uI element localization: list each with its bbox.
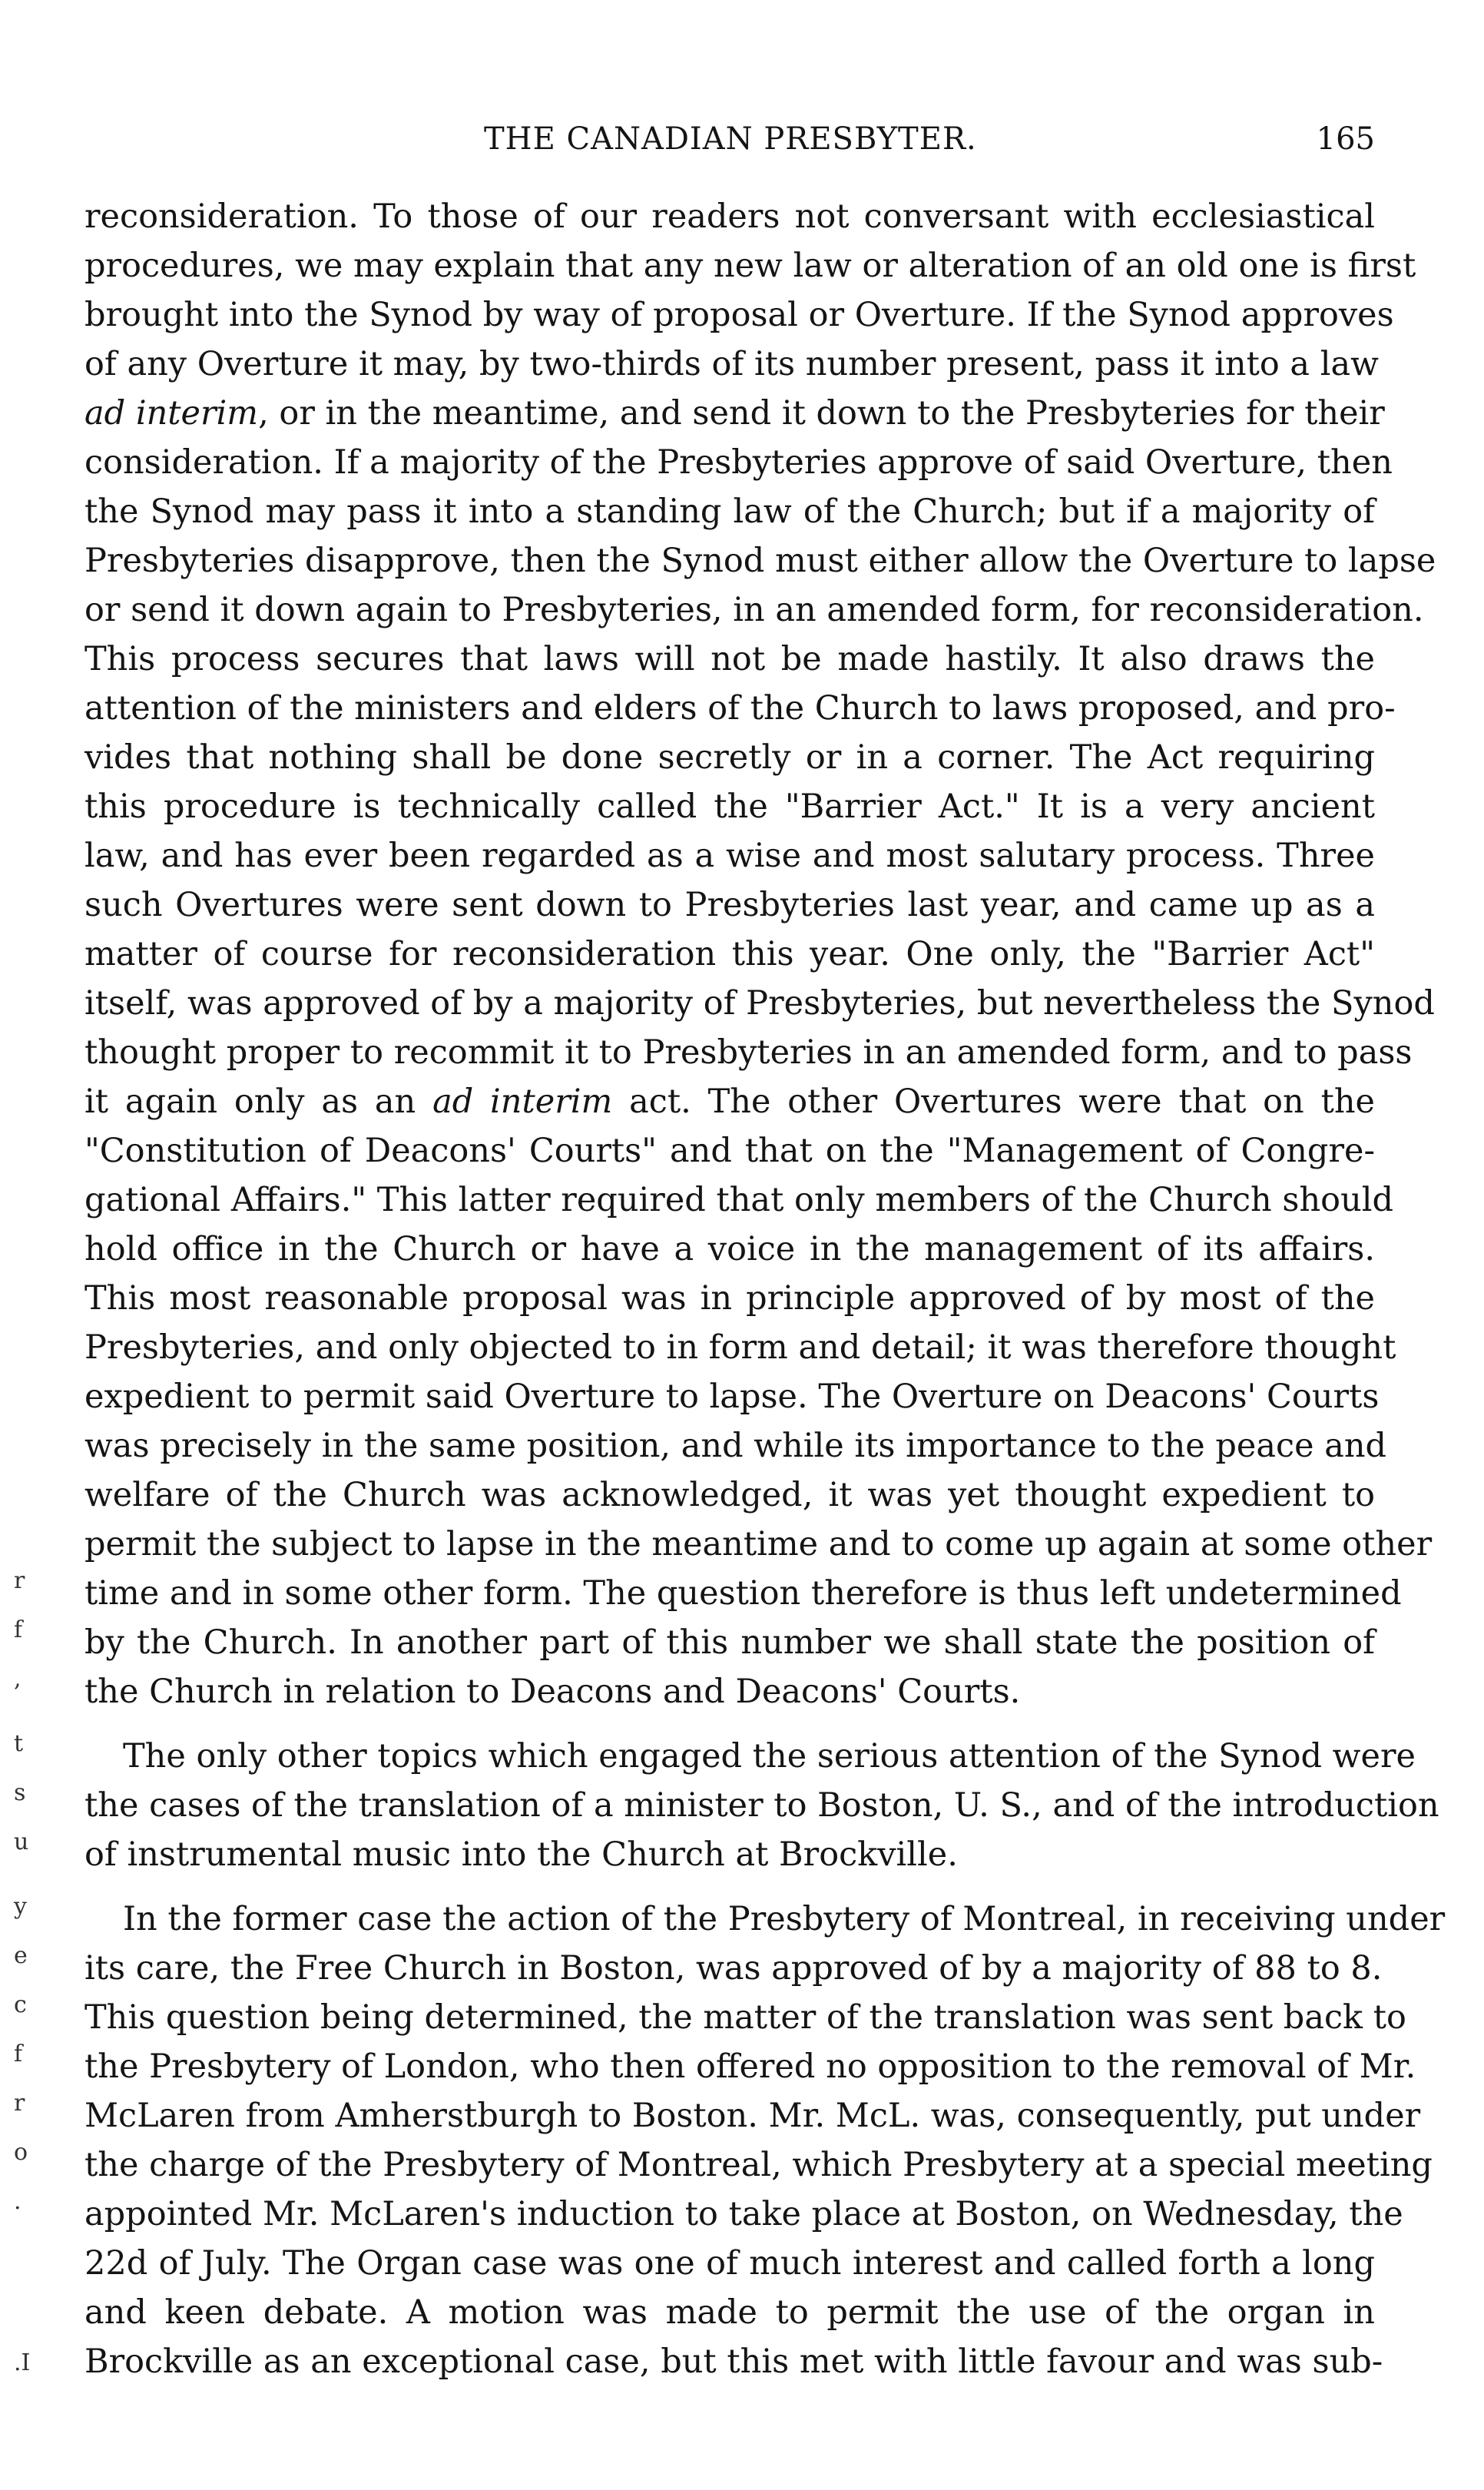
text-line: vides that nothing shall be done secretly or in a corner. The Act requiring xyxy=(84,738,1375,777)
text-line: of instrumental music into the Church at Brockville. xyxy=(84,1835,958,1874)
margin-mark: s xyxy=(14,1779,26,1806)
text-line: 22d of July. The Organ case was one of much interest and called forth a long xyxy=(84,2244,1375,2283)
margin-mark: u xyxy=(14,1829,29,1855)
margin-mark: , xyxy=(14,1666,22,1693)
text-line: consideration. If a majority of the Presbyteries approve of said Overture, then xyxy=(84,443,1393,482)
body-text xyxy=(84,192,1446,2386)
text-line: of any Overture it may, by two-thirds of its number present, pass it into a law xyxy=(84,345,1379,383)
margin-mark: c xyxy=(14,1991,27,2018)
text-line: or send it down again to Presbyteries, in an amended form, for reconsideration. xyxy=(84,591,1424,629)
margin-mark: r xyxy=(14,2090,25,2117)
text-line: reconsideration. To those of our readers not conversant with ecclesiastical xyxy=(84,197,1375,236)
paragraph xyxy=(84,1732,1439,1879)
margin-mark: f xyxy=(14,1616,23,1643)
text-line: hold office in the Church or have a voice in the management of its affairs. xyxy=(84,1230,1375,1268)
text-line: In the former case the action of the Presbytery of Montreal, in receiving under xyxy=(123,1900,1446,1938)
text-line: the Synod may pass it into a standing law of the Church; but if a majority of xyxy=(84,492,1375,531)
margin-mark: . xyxy=(14,2188,22,2215)
text-line: such Overtures were sent down to Presbyteries last year, and came up as a xyxy=(84,886,1375,924)
text-line: This process secures that laws will not be made hastily. It also draws the xyxy=(84,640,1375,678)
text-line: This most reasonable proposal was in principle approved of by most of the xyxy=(84,1279,1375,1318)
text-line: law, and has ever been regarded as a wise and most salutary process. Three xyxy=(84,837,1375,875)
text-line: The only other topics which engaged the serious attention of the Synod were xyxy=(123,1737,1416,1775)
text-line: the Presbytery of London, who then offered no opposition to the removal of Mr. xyxy=(84,2047,1416,2086)
text-line: "Constitution of Deacons' Courts" and that on the "Management of Congre- xyxy=(84,1132,1375,1170)
text-line: This question being determined, the matter of the translation was sent back to xyxy=(84,1998,1406,2037)
text-line: and keen debate. A motion was made to permit the use of the organ in xyxy=(84,2293,1375,2332)
text-line: by the Church. In another part of this number we shall state the position of xyxy=(84,1623,1375,1662)
margin-mark: e xyxy=(14,1942,28,1969)
text-line: matter of course for reconsideration this year. One only, the "Barrier Act" xyxy=(84,935,1375,973)
text-line: welfare of the Church was acknowledged, it was yet thought expedient to xyxy=(84,1476,1375,1514)
text-line: the charge of the Presbytery of Montreal, which Presbytery at a special meeting xyxy=(84,2146,1433,2184)
text-line: Presbyteries disapprove, then the Synod must either allow the Overture to lapse xyxy=(84,542,1436,580)
paragraph xyxy=(84,192,1436,1716)
text-line: appointed Mr. McLaren's induction to take place at Boston, on Wednesday, the xyxy=(84,2195,1403,2233)
paragraph-gap xyxy=(84,1879,1375,1895)
text-line: thought proper to recommit it to Presbyteries in an amended form, and to pass xyxy=(84,1033,1413,1072)
text-line: Brockville as an exceptional case, but this met with little favour and was sub- xyxy=(84,2342,1383,2381)
page-header xyxy=(84,121,1375,167)
text-line: time and in some other form. The question therefore is thus left undetermined xyxy=(84,1574,1402,1613)
text-line: its care, the Free Church in Boston, was approved of by a majority of 88 to 8. xyxy=(84,1949,1383,1988)
text-line: was precisely in the same position, and while its importance to the peace and xyxy=(84,1427,1387,1465)
text-line: it again only as an ad interim act. The other Overtures were that on the xyxy=(84,1083,1375,1121)
text-line: permit the subject to lapse in the meantime and to come up again at some other xyxy=(84,1525,1433,1563)
text-line: Presbyteries, and only objected to in form and detail; it was therefore thought xyxy=(84,1328,1396,1367)
text-line: attention of the ministers and elders of the Church to laws proposed, and pro- xyxy=(84,689,1396,728)
running-title: THE CANADIAN PRESBYTER. xyxy=(484,121,977,157)
margin-mark: o xyxy=(14,2139,28,2166)
paragraph-gap xyxy=(84,1716,1375,1732)
page-number: 165 xyxy=(1316,121,1375,157)
paragraph xyxy=(84,1895,1446,2386)
text-line: expedient to permit said Overture to lapse. The Overture on Deacons' Courts xyxy=(84,1378,1380,1416)
margin-mark: t xyxy=(14,1730,24,1757)
margin-mark: f xyxy=(14,2041,23,2067)
text-line: McLaren from Amherstburgh to Boston. Mr. McL. was, consequently, put under xyxy=(84,2097,1421,2135)
margin-mark: r xyxy=(14,1567,25,1594)
text-line: procedures, we may explain that any new law or alteration of an old one is first xyxy=(84,247,1416,285)
text-line: ad interim, or in the meantime, and send it down to the Presbyteries for their xyxy=(84,394,1385,433)
text-line: gational Affairs." This latter required that only members of the Church should xyxy=(84,1181,1394,1219)
text-line: this procedure is technically called the "Barrier Act." It is a very ancient xyxy=(84,787,1375,826)
margin-mark: y xyxy=(14,1893,27,1920)
text-line: itself, was approved of by a majority of Presbyteries, but nevertheless the Synod xyxy=(84,984,1435,1023)
text-line: brought into the Synod by way of proposal or Overture. If the Synod approves xyxy=(84,296,1394,334)
text-line: the cases of the translation of a minister to Boston, U. S., and of the introduction xyxy=(84,1786,1439,1825)
text-line: the Church in relation to Deacons and Deacons' Courts. xyxy=(84,1673,1021,1711)
margin-mark: .I xyxy=(14,2349,31,2376)
margin-marks xyxy=(0,0,77,2490)
